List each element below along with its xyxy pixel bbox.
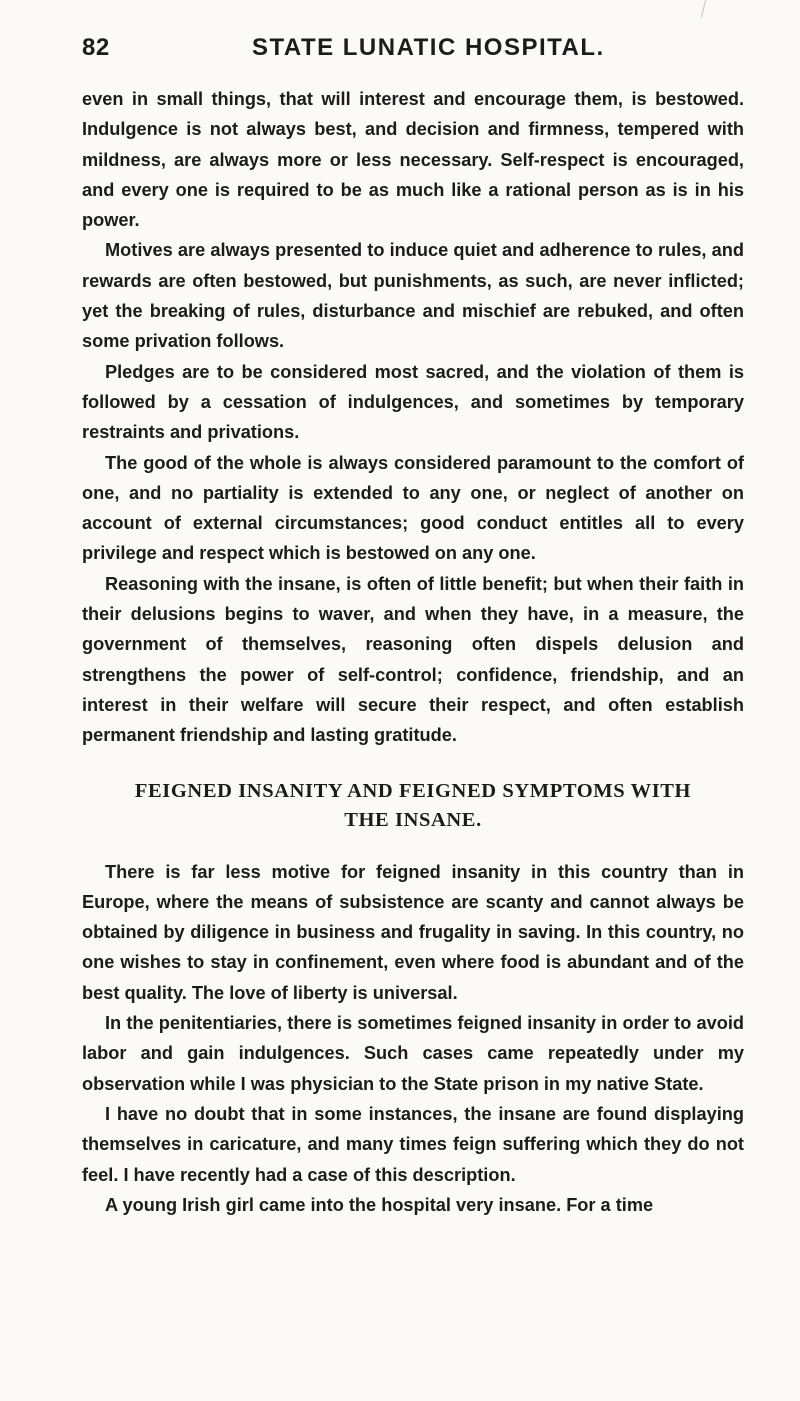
section-heading-line: THE INSANE. [344,808,482,831]
paragraph: The good of the whole is always considered paramount to the comfort of one, and no partiality is extended to any one, or neglect of another on account of external circumstances; good conduct entitles all to every privilege and respect which is bestowed on any one. [82,452,744,564]
paragraph: In the penitentiaries, there is sometimes feigned insanity in order to avoid labor and gain indulgences. Such cases came repeatedly under my observation while I was physician to the State prison in my native State. [82,1013,744,1094]
paper-mark [701,0,710,18]
page-number: 82 [82,34,110,61]
paragraph: I have no doubt that in some instances, the insane are found displaying themselves in caricature, and many times feign suffering which they do not feel. I have recently had a case of this description. [82,1103,744,1185]
paragraph: A young Irish girl came into the hospital very insane. For a time [105,1194,654,1215]
paragraph: Reasoning with the insane, is often of little benefit; but when their faith in their delusions begins to waver, and when they have, in a measure, the government of themselves, reasoning often dispels delusion and strengthens the power of self-control; confidence, friendship, and an interest in their welfare will secure their respect, and often establish permanent friendship and lasting gratitude. [82,573,744,746]
section-heading [82,777,744,835]
paragraph: There is far less motive for feigned insanity in this country than in Europe, where the means of subsistence are scanty and cannot always be obtained by diligence in business and frugality in saving. In this country, no one wishes to stay in confinement, even where food is abundant and of the best quality. The love of liberty is universal. [82,861,744,1003]
paragraph: Pledges are to be considered most sacred, and the violation of them is followed by a cessation of indulgences, and sometimes by temporary restraints and privations. [82,361,744,443]
section-heading-line: FEIGNED INSANITY AND FEIGNED SYMPTOMS WITH [134,779,692,802]
page-header [82,34,742,68]
paragraph: even in small things, that will interest and encourage them, is bestowed. Indulgence is not always best, and decision and firmness, tempered with mildness, are always more or less necessary. Self-respect is encouraged, and every one is required to be as much like a rational person as is in his power. [82,89,744,231]
body-text [82,84,744,1220]
running-title: STATE LUNATIC HOSPITAL. [252,34,605,61]
paragraph: Motives are always presented to induce quiet and adherence to rules, and rewards are often bestowed, but punishments, as such, are never inflicted; yet the breaking of rules, disturbance and mischief are rebuked, and often some privation follows. [82,240,744,352]
